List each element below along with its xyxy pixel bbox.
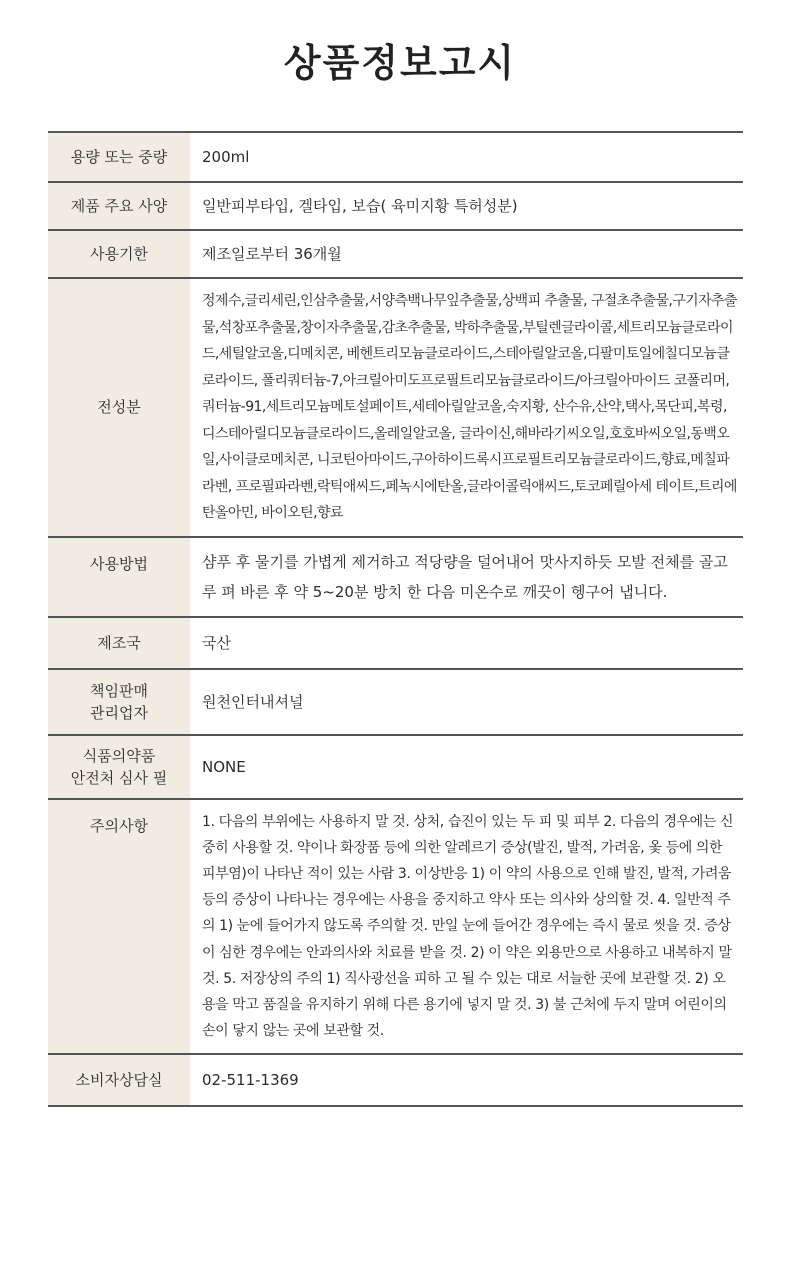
table-row bbox=[48, 230, 743, 278]
table-row bbox=[48, 132, 743, 182]
table-row bbox=[48, 799, 743, 1055]
row-label-contact: 소비자상담실 bbox=[48, 1054, 190, 1106]
row-label-ingredients: 전성분 bbox=[48, 278, 190, 537]
row-label-expiry: 사용기한 bbox=[48, 230, 190, 278]
row-label-spec: 제품 주요 사양 bbox=[48, 182, 190, 230]
page-title: 상품정보고시 bbox=[283, 41, 517, 85]
row-label-capacity: 용량 또는 중량 bbox=[48, 132, 190, 182]
row-label-caution: 주의사항 bbox=[48, 799, 190, 1055]
table-row bbox=[48, 1054, 743, 1106]
table-row bbox=[48, 669, 743, 735]
row-value-capacity: 200ml bbox=[202, 148, 250, 166]
table-row bbox=[48, 617, 743, 669]
row-value-seller: 원천인터내셔널 bbox=[202, 692, 304, 711]
row-label-seller bbox=[48, 669, 190, 735]
row-value-contact: 02-511-1369 bbox=[202, 1071, 299, 1090]
product-info-table bbox=[48, 131, 743, 1107]
row-value-expiry: 제조일로부터 36개월 bbox=[202, 245, 342, 263]
row-label-seller-line1: 책임판매 bbox=[90, 681, 148, 700]
row-value-mfds: NONE bbox=[202, 757, 246, 776]
table-row bbox=[48, 278, 743, 537]
row-value-country: 국산 bbox=[202, 633, 231, 652]
row-label-mfds bbox=[48, 735, 190, 799]
row-label-country: 제조국 bbox=[48, 617, 190, 669]
row-label-usage: 사용방법 bbox=[48, 537, 190, 617]
table-row bbox=[48, 537, 743, 617]
table-row bbox=[48, 182, 743, 230]
row-value-usage: 샴푸 후 물기를 가볍게 제거하고 적당량을 덜어내어 맛사지하듯 모발 전체를 골고루 펴 바른 후 약 5~20분 방치 한 다음 미온수로 깨끗이 헹구어 냅니다. bbox=[202, 552, 728, 601]
row-value-ingredients: 정제수,글리세린,인삼추출물,서양측백나무잎추출물,상백피 추출물, 구절초추출물,구기자추출물,석창포추출물,창이자추출물,감초추출물, 박하추출물,부틸렌글라이콜,세트리모늄클로라이드,세틸알코올,디메치콘, 베헨트리모늄클로라이드,스테아릴알코올,디팔미토일에칠디모늄클로라이드, 폴리쿼터늄-7,아크릴아미도프로필트리모늄클로라이드/아크릴아마이드 코폴리머,쿼터늄-91,세트리모늄메토설페이트,세테아릴알코올,숙지황, 산수유,산약,택사,목단피,복령,디스테아릴디모늄클로라이드,올레일알코올, 글라이신,해바라기씨오일,호호바씨오일,동백오일,사이클로메치콘, 니코틴아마이드,구아하이드록시프로필트리모늄클로라이드,향료,메칠파라벤, 프로필파라벤,락틱애씨드,페녹시에탄올,글라이콜릭애씨드,토코페릴아세 테이트,트리에탄올아민, 바이오틴,향료 bbox=[202, 293, 737, 521]
row-label-mfds-line1: 식품의약품 bbox=[82, 746, 156, 765]
row-value-caution: 1. 다음의 부위에는 사용하지 말 것. 상처, 습진이 있는 두 피 및 피부 2. 다음의 경우에는 신중히 사용할 것. 약이나 화장품 등에 의한 알레르기 증상(발진, 발적, 가려움, 옻 등에 의한 피부염)이 나타난 적이 있는 사람 3. 이상반응 1) 이 약의 사용으로 인해 발진, 발적, 가려움 등의 증상이 나타나는 경우에는 사용을 중지하고 약사 또는 의사와 상의할 것. 4. 일반적 주의 1) 눈에 들어가지 않도록 주의할 것. 만일 눈에 들어간 경우에는 즉시 물로 씻을 것. 증상이 심한 경우에는 안과의사와 치료를 받을 것. 2) 이 약은 외용만으로 사용하고 내복하지 말 것. 5. 저장상의 주의 1) 직사광선을 피하 고 될 수 있는 대로 서늘한 곳에 보관할 것. 2) 오용을 막고 품질을 유지하기 위해 다른 용기에 넣지 말 것. 3) 불 근처에 두지 말며 어린이의 손이 닿지 않는 곳에 보관할 것. bbox=[202, 813, 734, 1040]
row-value-spec: 일반피부타입, 겔타입, 보습( 육미지황 특허성분) bbox=[202, 197, 518, 215]
table-row bbox=[48, 735, 743, 799]
row-label-mfds-line2: 안전처 심사 필 bbox=[70, 768, 168, 787]
row-label-seller-line2: 관리업자 bbox=[90, 703, 148, 722]
